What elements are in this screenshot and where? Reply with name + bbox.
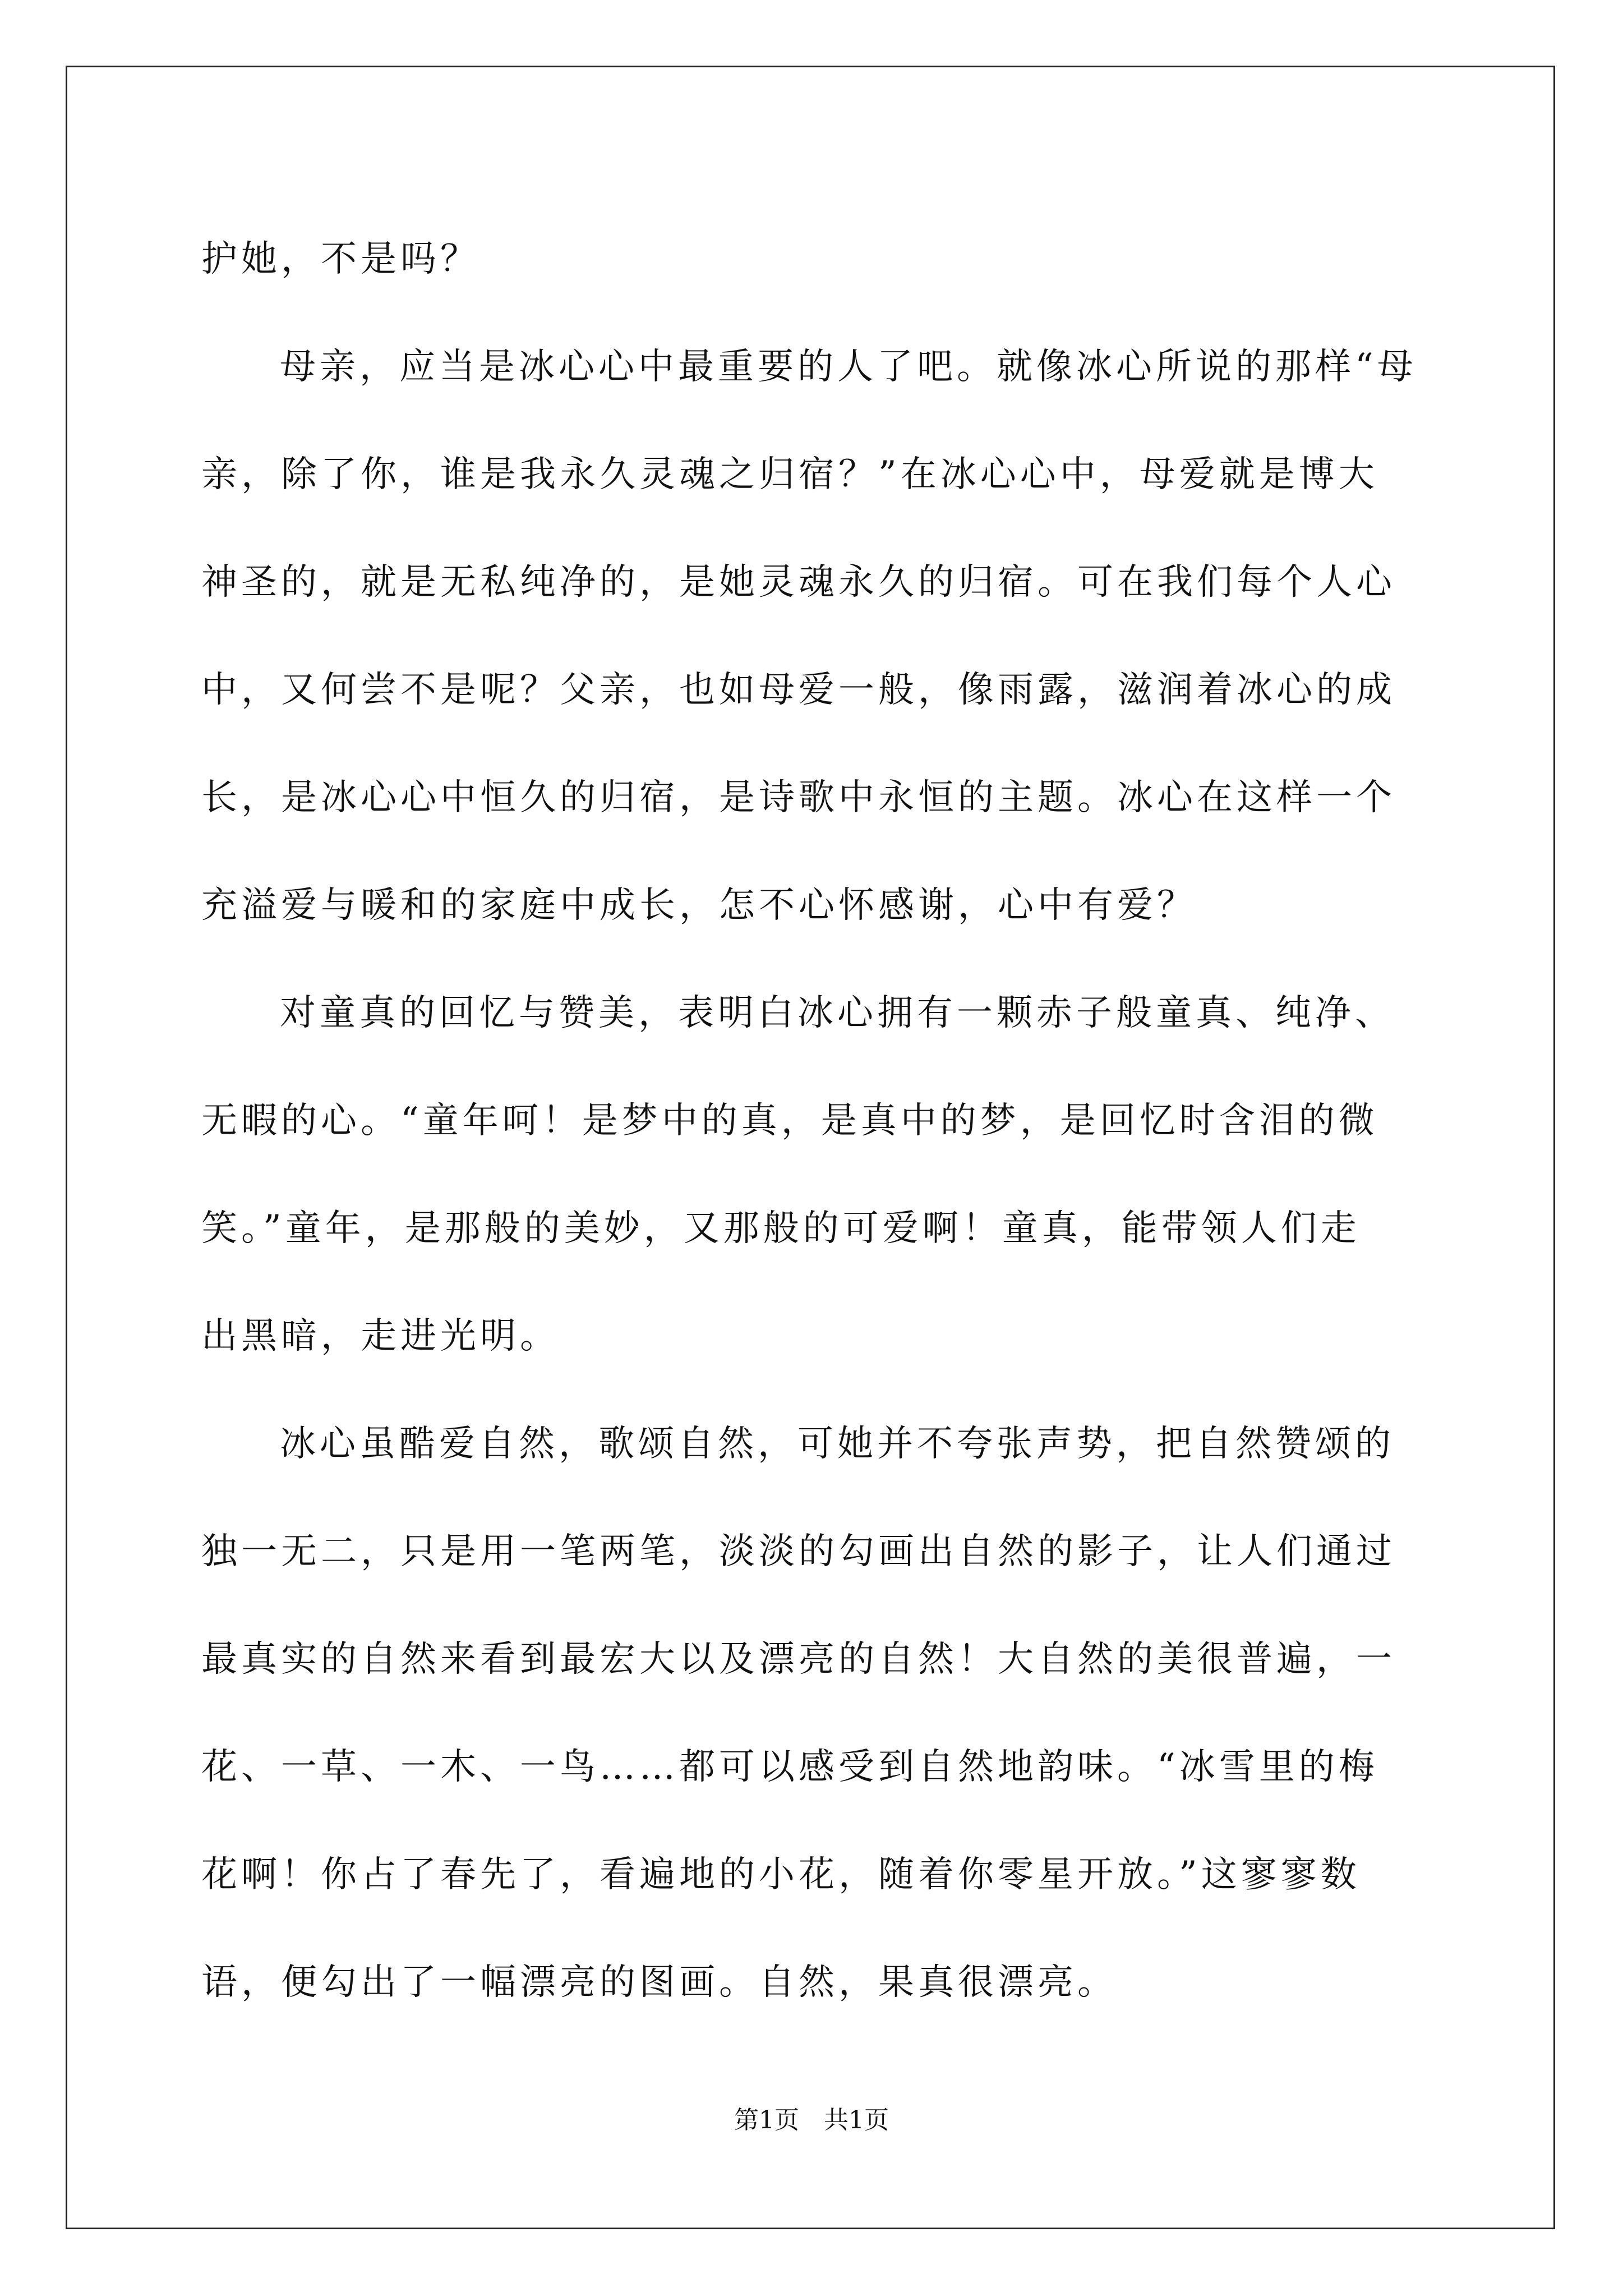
text-line: 花啊！你占了春先了，看遍地的小花，随着你零星开放。”这寥寥数 — [201, 1854, 1361, 1895]
text-line: 长，是冰心心中恒久的归宿，是诗歌中永恒的主题。冰心在这样一个 — [201, 777, 1396, 818]
text-line: 独一无二，只是用一笔两笔，淡淡的勾画出自然的影子，让人们通过 — [201, 1531, 1396, 1572]
text-line: 出黑暗，走进光明。 — [201, 1315, 560, 1357]
text-line: 花、一草、一木、一鸟……都可以感受到自然地韵味。“冰雪里的梅 — [201, 1746, 1378, 1788]
text-line: 笑。”童年，是那般的美妙，又那般的可爱啊！童真，能带领人们走 — [201, 1208, 1361, 1249]
text-line: 对童真的回忆与赞美，表明白冰心拥有一颗赤子般童真、纯净、 — [280, 992, 1395, 1034]
text-line: 无暇的心。“童年呵！是梦中的真，是真中的梦，是回忆时含泪的微 — [201, 1100, 1378, 1142]
text-line: 语，便勾出了一幅漂亮的图画。自然，果真很漂亮。 — [201, 1962, 1117, 2003]
document-body — [201, 205, 1430, 2036]
text-line: 中，又何尝不是呢？父亲，也如母爱一般，像雨露，滋润着冰心的成 — [201, 669, 1396, 711]
text-line: 冰心虽酷爱自然，歌颂自然，可她并不夸张声势，把自然赞颂的 — [280, 1423, 1395, 1465]
text-line: 母亲，应当是冰心心中最重要的人了吧。就像冰心所说的那样“母 — [280, 346, 1417, 388]
text-line: 护她，不是吗？ — [201, 238, 480, 280]
text-line: 充溢爱与暖和的家庭中成长，怎不心怀感谢，心中有爱？ — [201, 885, 1197, 926]
page-number-footer: 第1页 共1页 — [734, 2106, 889, 2134]
text-line: 最真实的自然来看到最宏大以及漂亮的自然！大自然的美很普遍，一 — [201, 1639, 1396, 1680]
text-line: 神圣的，就是无私纯净的，是她灵魂永久的归宿。可在我们每个人心 — [201, 562, 1396, 603]
text-line: 亲，除了你，谁是我永久灵魂之归宿？”在冰心心中，母爱就是博大 — [201, 454, 1378, 495]
